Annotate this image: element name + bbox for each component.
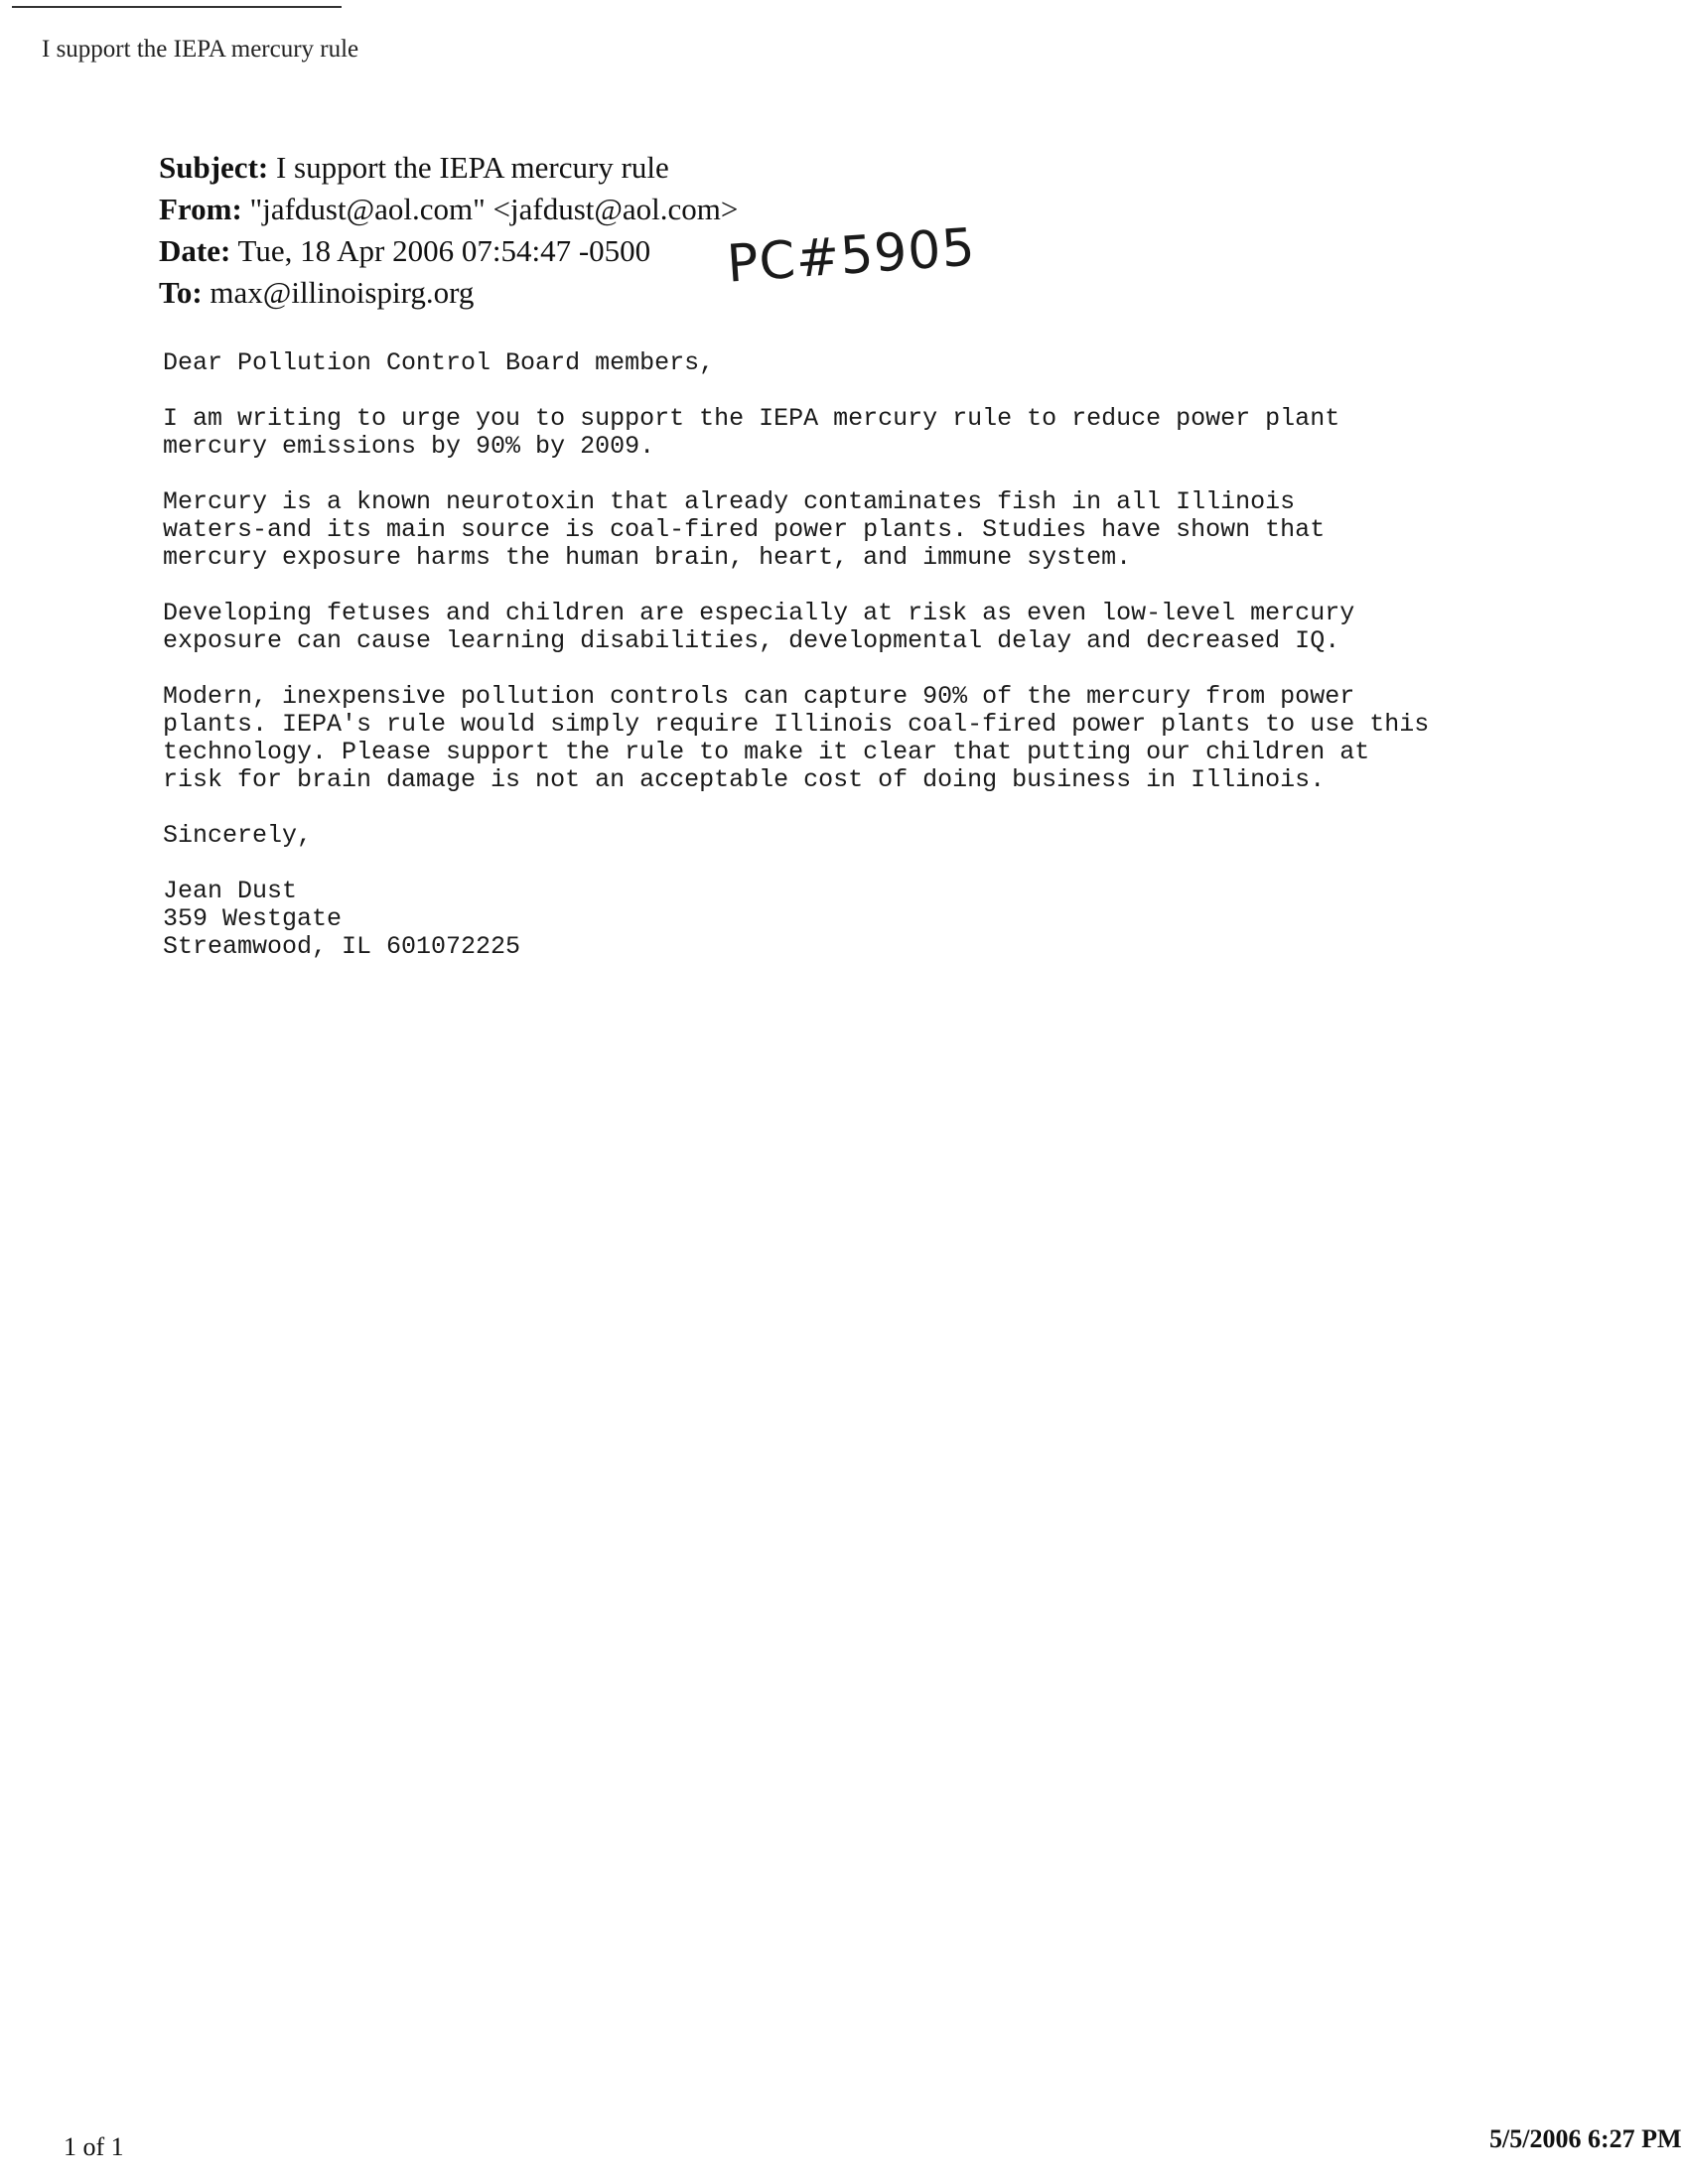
top-divider-line [12, 6, 342, 8]
page-header-title: I support the IEPA mercury rule [42, 36, 359, 63]
body-paragraph-3: Developing fetuses and children are especially at risk as even low-level mercury exposure can cause learning disabilities, developmental delay and decreased IQ. [163, 599, 1355, 655]
page-count: 1 of 1 [64, 2132, 124, 2161]
date-label: Date: [159, 233, 231, 268]
subject-value: I support the IEPA mercury rule [275, 150, 669, 185]
body-paragraph-4: Modern, inexpensive pollution controls can capture 90% of the mercury from power plants. IEPA's rule would simply require Illinois coal-fired power plants to use this technology. Please support the rule to make it clear that putting our children at risk for brain damage is not an acceptable cost of doing business in Illinois. [163, 682, 1430, 794]
date-value: Tue, 18 Apr 2006 07:54:47 -0500 [237, 233, 651, 268]
body-paragraph-1: I am writing to urge you to support the IEPA mercury rule to reduce power plant mercury emissions by 90% by 2009. [163, 404, 1340, 461]
greeting: Dear Pollution Control Board members, [163, 348, 715, 377]
closing: Sincerely, [163, 821, 313, 850]
printed-timestamp: 5/5/2006 6:27 PM [1489, 2124, 1682, 2153]
date-row [159, 230, 738, 272]
from-row [159, 189, 738, 230]
subject-label: Subject: [159, 150, 269, 185]
from-label: From: [159, 192, 242, 226]
handwritten-pc-number: PC#5905 [725, 217, 978, 295]
email-headers [159, 147, 738, 314]
from-value: "jafdust@aol.com" <jafdust@aol.com> [249, 192, 739, 226]
subject-row [159, 147, 738, 189]
signature-block: Jean Dust 359 Westgate Streamwood, IL 601072225 [163, 877, 521, 961]
body-paragraph-2: Mercury is a known neurotoxin that already contaminates fish in all Illinois waters-and its main source is coal-fired power plants. Studies have shown that mercury exposure harms the human brain, heart, and immune system. [163, 487, 1326, 572]
to-label: To: [159, 275, 203, 310]
email-body [163, 349, 1573, 961]
to-value: max@illinoispirg.org [210, 275, 475, 310]
to-row [159, 272, 738, 314]
